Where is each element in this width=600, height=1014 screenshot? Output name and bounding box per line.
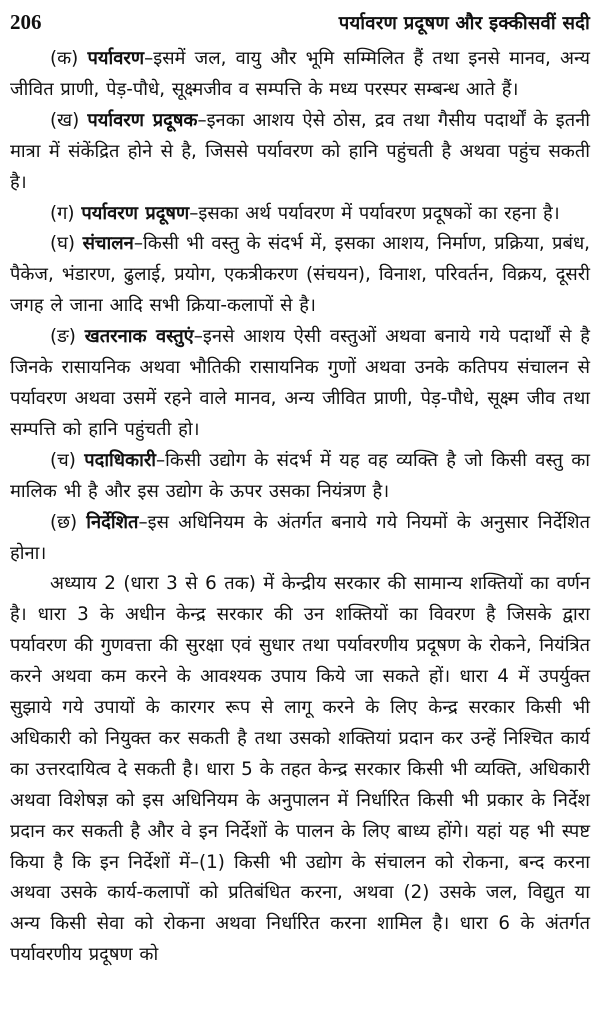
definition-term: पर्यावरण [87,48,145,69]
definition-marker: (छ) [50,511,78,533]
definition-ka [10,44,590,106]
body-paragraph: अध्याय 2 (धारा 3 से 6 तक) में केन्द्रीय सरकार की सामान्य शक्तियों का वर्णन है। धारा 3 के अधीन केन्द्र सरकार की उन शक्तियों का विवरण है जिसके द्वारा पर्यावरण की गुणवत्ता की सुरक्षा एवं सुधार तथा पर्यावरणीय प्रदूषण के रोकने, नियंत्रित करने अथवा कम करने के आवश्यक उपाय किये जा सकते हों। धारा 4 में उपर्युक्त सुझाये गये उपायों के कारगर रूप से लागू करने के लिए केन्द्र सरकार किसी भी अधिकारी को नियुक्त कर सकती है तथा उसको शक्तियां प्रदान कर उन्हें निश्चित कार्य का उत्तरदायित्व दे सकती है। धारा 5 के तहत केन्द्र सरकार किसी भी व्यक्ति, अधिकारी अथवा विशेषज्ञ को इस अधिनियम के अनुपालन में निर्धारित किसी भी प्रकार के निर्देश प्रदान कर सकती है और वे इन निर्देशों के पालन के लिए बाध्य होंगे। यहां यह भी स्पष्ट किया है कि इन निर्देशों में–(1) किसी भी उद्योग के संचालन को रोकना, बन्द करना अथवा उसके कार्य-कलापों को प्रतिबंधित करना, अथवा (2) उसके जल, विद्युत या अन्य किसी सेवा को रोकना अथवा निर्धारित करना शामिल है। धारा 6 के अंतर्गत पर्यावरणीय प्रदूषण को [10,573,590,966]
definition-term: संचालन [82,233,134,255]
definitions-list [10,44,590,569]
definition-nga [10,322,590,446]
definition-text: –इस अधिनियम के अंतर्गत बनाये गये नियमों के अनुसार निर्देशित होना। [10,511,590,564]
running-title: पर्यावरण प्रदूषण और इक्कीसवीं सदी [338,13,590,34]
definition-marker: (घ) [50,233,76,255]
definition-term: निर्देशित [86,511,139,533]
definition-term: खतरनाक वस्तुएं [84,326,194,348]
definition-gha [10,229,590,322]
definition-text: –किसी भी वस्तु के संदर्भ में, इसका आशय, निर्माण, प्रक्रिया, प्रबंध, पैकेज, भंडारण, ढुलाई, प्रयोग, एकत्रीकरण (संचयन), विनाश, परिवर्तन, विक्रय, दूसरी जगह ले जाना आदि सभी क्रिया-कलापों से है। [10,233,590,317]
definition-text: –इनसे आशय ऐसी वस्तुओं अथवा बनाये गये पदार्थों से है जिनके रासायनिक अथवा भौतिकी रासायनिक गुणों अथवा उनके कतिपय संचालन से पर्यावरण अथवा उसमें रहने वाले मानव, अन्य जीवित प्राणी, पेड़-पौधे, सूक्ष्म जीव तथा सम्पत्ति को हानि पहुंचती हो। [10,326,590,440]
definition-marker: (च) [50,449,76,471]
definition-term: पर्यावरण प्रदूषक [87,109,198,131]
definition-marker: (ग) [50,202,75,224]
page-number: 206 [10,10,42,34]
definition-term: पर्यावरण प्रदूषण [81,202,190,224]
running-header [10,10,590,40]
definition-text: –इसमें जल, वायु और भूमि सम्मिलित हैं तथा इनसे मानव, अन्य जीवित प्राणी, पेड़-पौधे, सूक्ष्मजीव व सम्पत्ति के मध्य परस्पर सम्बन्ध आते हैं। [10,48,590,100]
definition-chha [10,508,590,570]
definition-text: –इसका अर्थ पर्यावरण में पर्यावरण प्रदूषकों का रहना है। [189,202,560,224]
definition-marker: (ङ) [50,326,76,348]
definition-text: –इनका आशय ऐसे ठोस, द्रव तथा गैसीय पदार्थों के इतनी मात्रा में संकेंद्रित होने से है, जिससे पर्यावरण को हानि पहुंचती है अथवा पहुंच सकती है। [10,109,591,193]
definition-marker: (क) [50,48,79,69]
definition-term: पदाधिकारी [84,449,157,471]
definition-marker: (ख) [50,109,80,131]
definition-text: –किसी उद्योग के संदर्भ में यह वह व्यक्ति है जो किसी वस्तु का मालिक भी है और इस उद्योग के ऊपर उसका नियंत्रण है। [10,449,591,502]
definition-cha [10,446,590,508]
definition-kha [10,106,590,199]
definition-ga [10,199,590,230]
